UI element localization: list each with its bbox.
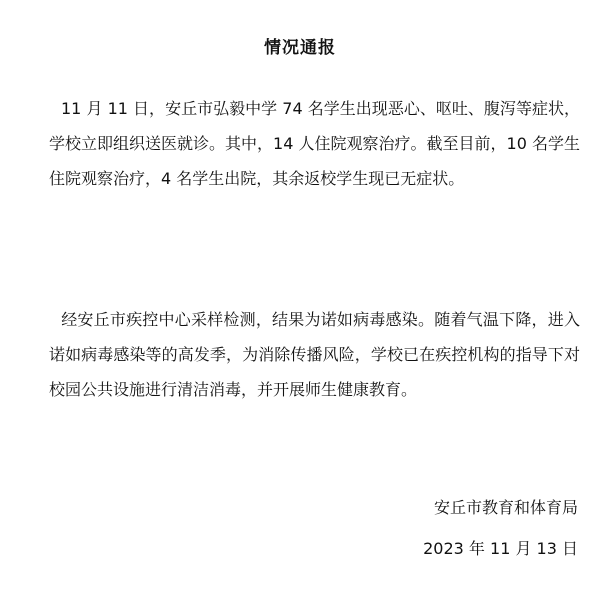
issuer-name: 安丘市教育和体育局: [433, 498, 578, 517]
paragraph-cause: [49, 302, 580, 407]
paragraph-cause-text: 经安丘市疾控中心采样检测，结果为诺如病毒感染。随着气温下降，进入诺如病毒感染等的高发季，为消除传播风险，学校已在疾控机构的指导下对校园公共设施进行清洁消毒，并开展师生健康教育。: [49, 310, 580, 399]
paragraph-incident: [49, 91, 580, 196]
paragraph-incident-text: 11 月 11 日，安丘市弘毅中学 74 名学生出现恶心、呕吐、腹泻等症状，学校立即组织送医就诊。其中，14 人住院观察治疗。截至目前，10 名学生住院观察治疗，4 名学生出院，其余返校学生现已无症状。: [49, 99, 580, 188]
issue-date: 2023 年 11 月 13 日: [423, 539, 578, 558]
document-title: 情况通报: [264, 38, 336, 58]
